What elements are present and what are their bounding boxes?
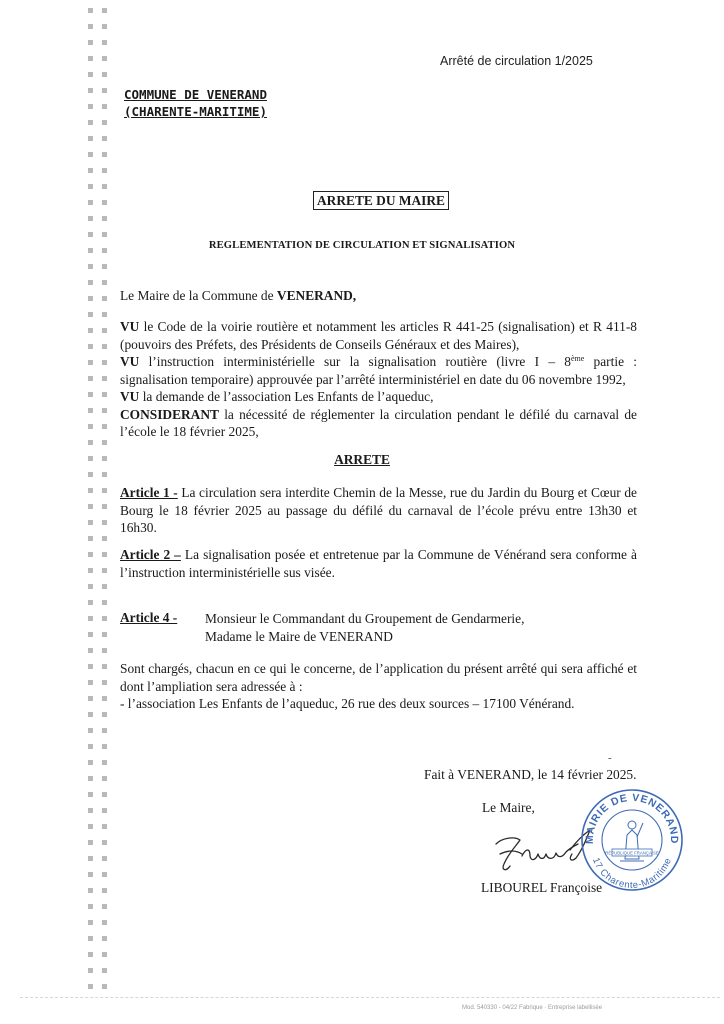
- perforation-dot: [102, 440, 107, 445]
- perforation-dot: [102, 824, 107, 829]
- signatory-name: LIBOUREL Françoise: [481, 880, 603, 895]
- perforation-dot: [88, 936, 93, 941]
- document-subtitle: REGLEMENTATION DE CIRCULATION ET SIGNALISATION: [208, 240, 516, 251]
- perforation-dot: [102, 328, 107, 333]
- perforation-dot: [102, 840, 107, 845]
- perforation-dot: [102, 680, 107, 685]
- perforation-dot: [102, 88, 107, 93]
- perforation-dot: [102, 504, 107, 509]
- article-4-text: [205, 610, 524, 645]
- considerant-keyword: CONSIDERANT: [120, 406, 219, 422]
- considerant-text: la nécessité de réglementer la circulation pendant le défilé du carnaval de l’école le 18 février 2025,: [120, 406, 637, 439]
- commune-header: [124, 86, 267, 120]
- perforation-dot: [102, 872, 107, 877]
- perforation-dot: [88, 792, 93, 797]
- vu-paragraph-3: [120, 388, 637, 406]
- superscript: ème: [570, 354, 585, 363]
- perforation-dot: [102, 968, 107, 973]
- perforation-dot: [88, 424, 93, 429]
- perforation-dot: [102, 632, 107, 637]
- intro-commune: VENERAND,: [276, 288, 357, 303]
- intro-prefix: Le Maire de la Commune de: [120, 288, 277, 303]
- perforation-dot: [88, 184, 93, 189]
- article-2: [120, 546, 637, 581]
- perforation-dot: [102, 984, 107, 989]
- perforation-dot: [102, 568, 107, 573]
- perforation-dot: [102, 584, 107, 589]
- perforation-dot: [102, 856, 107, 861]
- svg-text:MAIRIE DE VENERAND: [584, 792, 680, 844]
- perforation-dot: [102, 296, 107, 301]
- perforation-dot: [102, 520, 107, 525]
- perforation-dot: [102, 664, 107, 669]
- article-2-label: Article 2 –: [120, 547, 181, 562]
- perforation-dot: [88, 808, 93, 813]
- perforation-dot: [88, 568, 93, 573]
- perforation-dot: [88, 648, 93, 653]
- perforation-dot: [88, 408, 93, 413]
- perforation-dot: [102, 472, 107, 477]
- vu-keyword: VU: [120, 319, 140, 334]
- perforation-dot: [102, 696, 107, 701]
- perforation-dot: [102, 104, 107, 109]
- perforation-dot: [88, 680, 93, 685]
- reference-number: Arrêté de circulation 1/2025: [440, 54, 593, 68]
- arrete-heading: ARRETE: [334, 452, 390, 467]
- perforation-dot: [102, 792, 107, 797]
- perforation-dot: [102, 344, 107, 349]
- perforation-dot: [88, 120, 93, 125]
- vu-paragraph-2: [120, 353, 637, 388]
- considerations-block: [120, 318, 637, 441]
- perforation-dot: [88, 760, 93, 765]
- perforation-dot: [88, 24, 93, 29]
- execution-paragraph: [120, 660, 637, 713]
- perforation-dot: [88, 856, 93, 861]
- perforation-dot: [102, 40, 107, 45]
- perforation-dot: [88, 88, 93, 93]
- perforation-dot: [88, 744, 93, 749]
- perforation-dot: [88, 168, 93, 173]
- perforation-dot: [102, 360, 107, 365]
- vu-text: l’instruction interministérielle sur la signalisation routière (livre I – 8: [139, 354, 571, 369]
- perforation-dot: [102, 24, 107, 29]
- perforation-dot: [88, 712, 93, 717]
- perforation-dot: [88, 264, 93, 269]
- perforation-dot: [102, 184, 107, 189]
- footer-divider: [20, 997, 720, 998]
- perforation-dot: [102, 120, 107, 125]
- department-name: (CHARENTE-MARITIME): [124, 104, 267, 119]
- perforation-dot: [88, 328, 93, 333]
- perforation-dot: [102, 8, 107, 13]
- stamp-banner-text: RÉPUBLIQUE FRANÇAISE: [605, 850, 659, 856]
- article-1: [120, 484, 637, 537]
- perforation-dot: [88, 472, 93, 477]
- perforation-dot: [88, 216, 93, 221]
- perforation-dot: [88, 952, 93, 957]
- perforation-dot: [88, 552, 93, 557]
- perforation-dot: [102, 488, 107, 493]
- perforation-dot: [88, 440, 93, 445]
- margin-perforation: [88, 8, 112, 1008]
- perforation-dot: [88, 344, 93, 349]
- perforation-dot: [88, 920, 93, 925]
- execution-text: Sont chargés, chacun en ce qui le concerne, de l’application du présent arrêté qui sera affiché et dont l’ampliation sera adressée à :: [120, 661, 637, 694]
- article-4-line-1: Monsieur le Commandant du Groupement de Gendarmerie,: [205, 611, 525, 626]
- perforation-dot: [88, 904, 93, 909]
- perforation-dot: [88, 584, 93, 589]
- perforation-dot: [88, 600, 93, 605]
- article-1-text: La circulation sera interdite Chemin de la Messe, rue du Jardin du Bourg et Cœur de Bourg le 18 février 2025 au passage du défilé du carnaval de l’école prévu entre 13h30 et 16h30.: [120, 485, 637, 535]
- perforation-dot: [88, 696, 93, 701]
- perforation-dot: [102, 904, 107, 909]
- perforation-dot: [102, 808, 107, 813]
- perforation-dot: [102, 376, 107, 381]
- perforation-dot: [102, 72, 107, 77]
- execution-recipient: - l’association Les Enfants de l’aqueduc, 26 rue des deux sources – 17100 Vénérand.: [120, 696, 575, 711]
- perforation-dot: [102, 776, 107, 781]
- perforation-dot: [102, 760, 107, 765]
- perforation-dot: [102, 200, 107, 205]
- form-footer: Mod. 540330 - 04/22 Fabrique · Entreprise labellisée: [462, 1005, 603, 1011]
- article-1-label: Article 1 -: [120, 485, 178, 500]
- perforation-dot: [102, 152, 107, 157]
- perforation-dot: [102, 648, 107, 653]
- tick-mark: -: [608, 752, 612, 764]
- perforation-dot: [88, 360, 93, 365]
- perforation-dot: [102, 264, 107, 269]
- perforation-dot: [88, 232, 93, 237]
- perforation-dot: [102, 616, 107, 621]
- perforation-dot: [88, 888, 93, 893]
- perforation-dot: [88, 56, 93, 61]
- article-2-text: La signalisation posée et entretenue par la Commune de Vénérand sera conforme à l’instruction interministérielle sus visée.: [120, 547, 637, 580]
- vu-text-cont: partie : signalisation temporaire) approuvée par l’arrêté interministériel en date du 06 novembre 1992,: [120, 354, 637, 387]
- perforation-dot: [102, 280, 107, 285]
- perforation-dot: [102, 952, 107, 957]
- perforation-dot: [102, 424, 107, 429]
- perforation-dot: [88, 664, 93, 669]
- perforation-dot: [102, 536, 107, 541]
- perforation-dot: [88, 728, 93, 733]
- document-title: ARRETE DU MAIRE: [313, 191, 449, 210]
- perforation-dot: [88, 392, 93, 397]
- perforation-dot: [102, 56, 107, 61]
- perforation-dot: [88, 152, 93, 157]
- perforation-dot: [102, 216, 107, 221]
- perforation-dot: [88, 200, 93, 205]
- commune-name: COMMUNE DE VENERAND: [124, 87, 267, 102]
- perforation-dot: [102, 920, 107, 925]
- article-4-line-2: Madame le Maire de VENERAND: [205, 628, 393, 644]
- vu-keyword: VU: [120, 354, 140, 369]
- perforation-dot: [102, 728, 107, 733]
- perforation-dot: [88, 72, 93, 77]
- article-4-label: Article 4 -: [120, 610, 178, 625]
- signatory-role: Le Maire,: [482, 800, 535, 815]
- perforation-dot: [88, 632, 93, 637]
- perforation-dot: [88, 872, 93, 877]
- perforation-dot: [88, 104, 93, 109]
- perforation-dot: [88, 136, 93, 141]
- perforation-dot: [88, 984, 93, 989]
- perforation-dot: [102, 552, 107, 557]
- perforation-dot: [88, 312, 93, 317]
- perforation-dot: [88, 504, 93, 509]
- perforation-dot: [88, 376, 93, 381]
- perforation-dot: [88, 488, 93, 493]
- perforation-dot: [88, 280, 93, 285]
- stamp-top-text: MAIRIE DE VENERAND: [583, 791, 681, 845]
- perforation-dot: [88, 824, 93, 829]
- considerant-paragraph: [120, 406, 637, 441]
- perforation-dot: [88, 536, 93, 541]
- perforation-dot: [88, 776, 93, 781]
- vu-keyword: VU: [120, 389, 140, 404]
- perforation-dot: [102, 232, 107, 237]
- vu-text: le Code de la voirie routière et notamment les articles R 441-25 (signalisation) et R 411-8 (pouvoirs des Préfets, des Présidents de Conseils Généraux et des Maires),: [120, 319, 637, 352]
- perforation-dot: [102, 136, 107, 141]
- vu-paragraph-1: [120, 318, 637, 353]
- perforation-dot: [102, 392, 107, 397]
- perforation-dot: [88, 296, 93, 301]
- perforation-dot: [88, 968, 93, 973]
- vu-text: la demande de l’association Les Enfants de l’aqueduc,: [139, 389, 434, 404]
- perforation-dot: [102, 168, 107, 173]
- perforation-dot: [88, 8, 93, 13]
- perforation-dot: [102, 712, 107, 717]
- perforation-dot: [102, 312, 107, 317]
- perforation-dot: [102, 936, 107, 941]
- perforation-dot: [102, 600, 107, 605]
- official-stamp: [579, 787, 685, 893]
- place-and-date: Fait à VENERAND, le 14 février 2025.: [424, 767, 637, 782]
- perforation-dot: [88, 40, 93, 45]
- perforation-dot: [102, 744, 107, 749]
- perforation-dot: [88, 616, 93, 621]
- perforation-dot: [88, 520, 93, 525]
- perforation-dot: [88, 840, 93, 845]
- stamp-bottom-text: 17 Charente-Maritime: [589, 856, 675, 892]
- perforation-dot: [102, 408, 107, 413]
- perforation-dot: [102, 888, 107, 893]
- intro-paragraph: [120, 287, 637, 305]
